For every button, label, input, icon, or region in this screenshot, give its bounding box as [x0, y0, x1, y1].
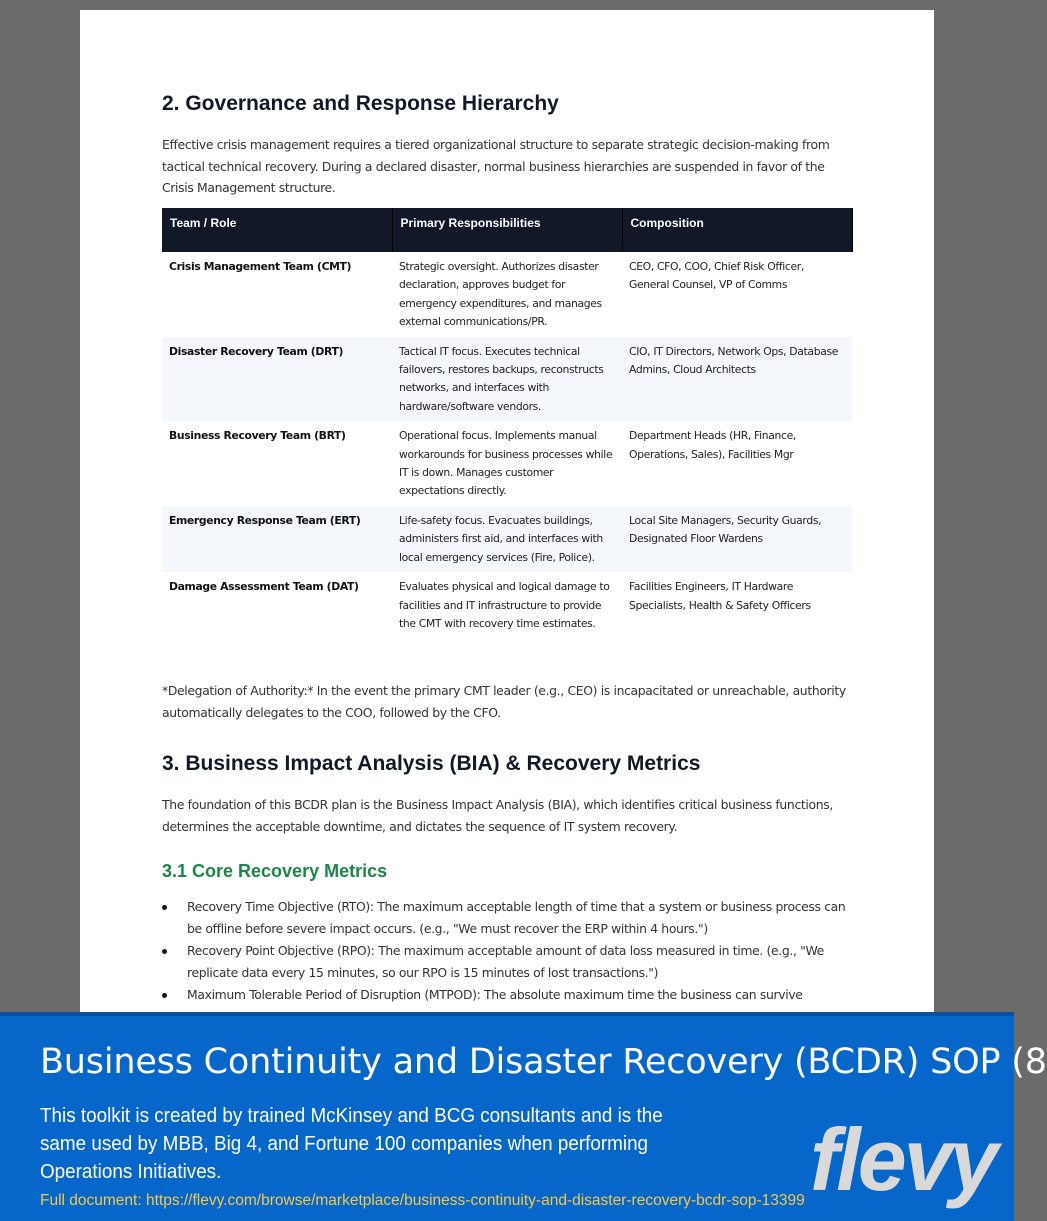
- table-row: [162, 252, 852, 337]
- section-2-intro: Effective crisis management requires a tiered organizational structure to separate strategic decision-making from tactical technical recovery. During a declared disaster, normal business hierarchies are suspended in favor of the Crisis Management structure.: [162, 137, 830, 195]
- header-composition: Composition: [622, 208, 852, 252]
- composition-cell: Facilities Engineers, IT Hardware Specialists, Health & Safety Officers: [629, 580, 811, 612]
- team-role-cell: Disaster Recovery Team (DRT): [162, 337, 392, 422]
- team-role-cell: Crisis Management Team (CMT): [169, 260, 352, 273]
- bullet-icon: [162, 949, 167, 954]
- composition-cell: Department Heads (HR, Finance, Operations, Sales), Facilities Mgr: [629, 429, 796, 461]
- list-item: [162, 896, 852, 940]
- banner-description: This toolkit is created by trained McKinsey and BCG consultants and is the same used by MBB, Big 4, and Fortune 100 companies when performing Operations Initiatives.: [40, 1104, 663, 1183]
- composition-cell: Local Site Managers, Security Guards, Designated Floor Wardens: [622, 506, 852, 572]
- flevy-logo-icon: [806, 1108, 996, 1208]
- composition-cell: CIO, IT Directors, Network Ops, Database Admins, Cloud Architects: [622, 337, 852, 422]
- composition-cell: CEO, CFO, COO, Chief Risk Officer, General Counsel, VP of Comms: [629, 260, 804, 292]
- header-primary-responsibilities: Primary Responsibilities: [392, 208, 622, 252]
- header-team-role: Team / Role: [162, 208, 392, 252]
- team-role-cell: Emergency Response Team (ERT): [162, 506, 392, 572]
- table-row: [162, 421, 852, 506]
- team-role-cell: Damage Assessment Team (DAT): [169, 580, 359, 594]
- table-row: [162, 506, 852, 572]
- table-row: [162, 337, 852, 422]
- responsibilities-cell: Strategic oversight. Authorizes disaster declaration, approves budget for emergency expenditures, and manages external communications/PR.: [399, 260, 602, 329]
- responsibilities-cell: Life-safety focus. Evacuates buildings, administers first aid, and interfaces with local emergency services (Fire, Police).: [392, 506, 622, 572]
- section-2-heading: 2. Governance and Response Hierarchy: [162, 92, 559, 115]
- banner-title-text: Business Continuity and Disaster Recovery (BCDR) SOP: [40, 1042, 1001, 1082]
- list-item-text: Maximum Tolerable Period of Disruption (MTPOD): The absolute maximum time the business can survive: [187, 987, 803, 1002]
- list-item: [162, 940, 852, 984]
- table-header-row: [162, 208, 852, 252]
- responsibilities-cell: Operational focus. Implements manual workarounds for business processes while IT is down. Manages customer expectations directly.: [399, 429, 613, 498]
- full-document-link[interactable]: Full document: https://flevy.com/browse/marketplace/business-continuity-and-disaster-recovery-bcdr-sop-13399: [40, 1192, 805, 1209]
- list-item: [162, 984, 852, 1006]
- section-3-heading: 3. Business Impact Analysis (BIA) & Recovery Metrics: [162, 752, 701, 775]
- document-page: [80, 10, 934, 1020]
- recovery-metrics-list: [162, 896, 852, 1006]
- delegation-note: *Delegation of Authority:* In the event the primary CMT leader (e.g., CEO) is incapacitated or unreachable, authority automatically delegates to the COO, followed by the CFO.: [162, 683, 846, 720]
- list-item-text: Recovery Point Objective (RPO): The maximum acceptable amount of data loss measured in time. (e.g., "We replicate data every 15 minutes, so our RPO is 15 minutes of lost transactions."): [187, 943, 824, 980]
- team-role-cell: Business Recovery Team (BRT): [169, 429, 346, 443]
- section-3-intro: The foundation of this BCDR plan is the Business Impact Analysis (BIA), which identifies critical business functions, determines the acceptable downtime, and dictates the sequence of IT system recovery.: [162, 797, 833, 834]
- flevy-logo-text: flevy: [810, 1110, 996, 1209]
- responsibilities-cell: Evaluates physical and logical damage to facilities and IT infrastructure to provide the CMT with recovery time estimates.: [399, 580, 610, 630]
- responsibilities-cell: Tactical IT focus. Executes technical failovers, restores backups, reconstructs networks, and interfaces with hardware/software vendors.: [392, 337, 622, 422]
- bullet-icon: [162, 905, 167, 910]
- section-3-1-heading: 3.1 Core Recovery Metrics: [162, 861, 388, 881]
- promo-banner: [0, 1012, 1047, 1221]
- table-row: [162, 572, 852, 638]
- governance-table: [162, 208, 853, 638]
- bullet-icon: [162, 993, 167, 998]
- banner-title: [40, 1042, 1047, 1082]
- banner-title-suffix: (8: [1011, 1042, 1047, 1082]
- list-item-text: Recovery Time Objective (RTO): The maximum acceptable length of time that a system or business process can be offline before severe impact occurs. (e.g., "We must recover the ERP within 4 hours."): [187, 899, 846, 936]
